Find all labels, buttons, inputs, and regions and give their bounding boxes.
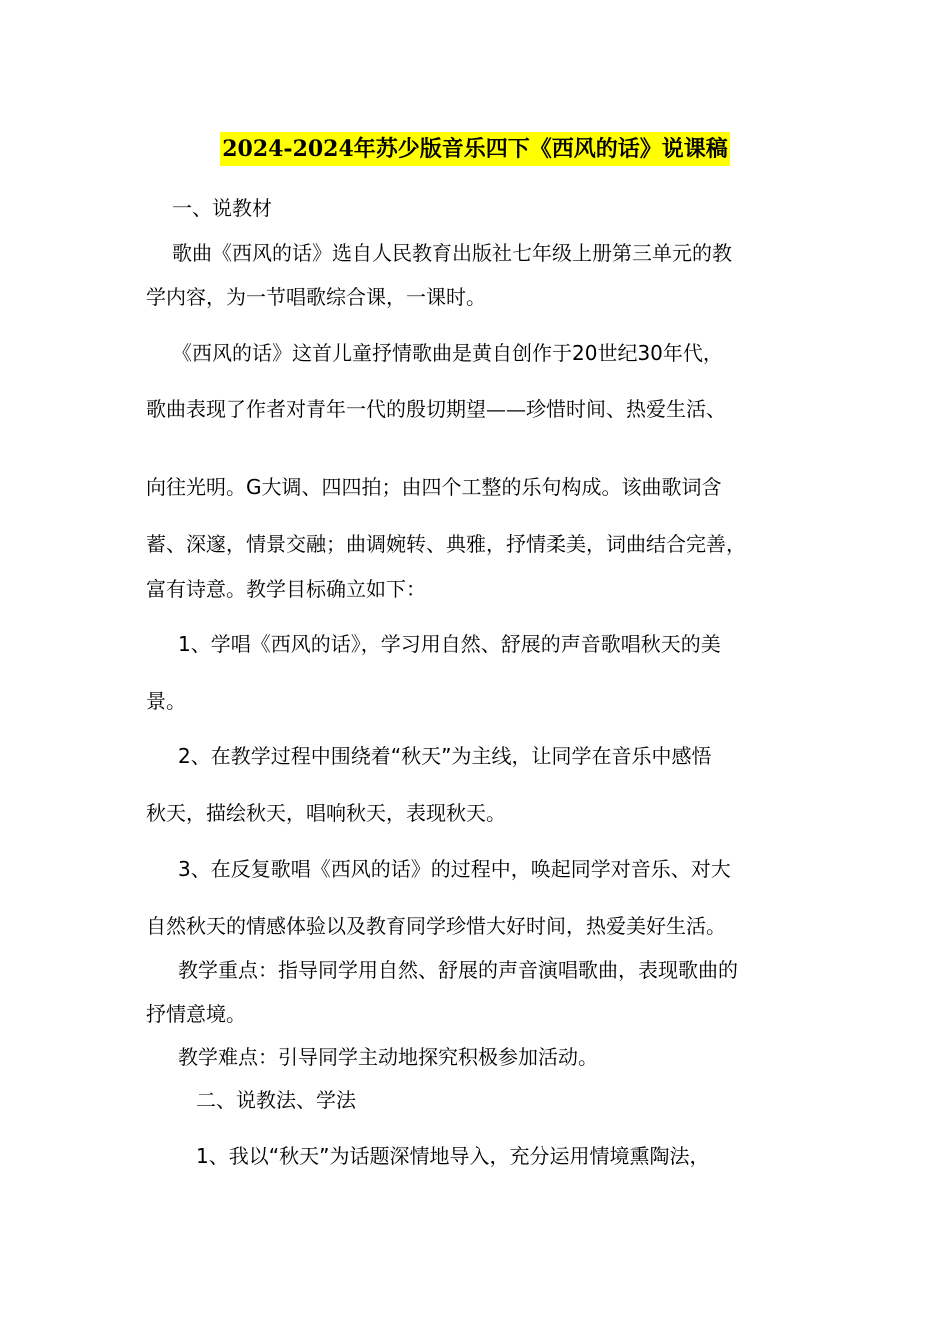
section-heading-2: 二、说教法、学法 bbox=[196, 1088, 356, 1112]
paragraph-line: 抒情意境。 bbox=[146, 1002, 246, 1026]
paragraph-line: 歌曲表现了作者对青年一代的殷切期望——珍惜时间、热爱生活、 bbox=[146, 397, 726, 421]
objective-item-3: 3、在反复歌唱《西风的话》的过程中，唤起同学对音乐、对大 bbox=[178, 857, 731, 881]
paragraph-line: 向往光明。G大调、四四拍；由四个工整的乐句构成。该曲歌词含 bbox=[146, 475, 722, 499]
method-item-1: 1、我以“秋天”为话题深情地导入，充分运用情境熏陶法， bbox=[196, 1144, 710, 1168]
objective-item-1: 1、学唱《西风的话》，学习用自然、舒展的声音歌唱秋天的美 bbox=[178, 632, 721, 656]
paragraph-line: 歌曲《西风的话》选自人民教育出版社七年级上册第三单元的教 bbox=[172, 241, 732, 265]
paragraph-line: 自然秋天的情感体验以及教育同学珍惜大好时间，热爱美好生活。 bbox=[146, 914, 726, 938]
paragraph-line: 秋天，描绘秋天，唱响秋天，表现秋天。 bbox=[146, 801, 506, 825]
difficulty-text: 教学难点：引导同学主动地探究积极参加活动。 bbox=[178, 1045, 598, 1069]
paragraph-line: 《西风的话》这首儿童抒情歌曲是黄自创作于20世纪30年代， bbox=[172, 341, 723, 365]
title-container bbox=[0, 132, 950, 166]
key-point-text: 教学重点：指导同学用自然、舒展的声音演唱歌曲，表现歌曲的 bbox=[178, 958, 738, 982]
objective-item-2: 2、在教学过程中围绕着“秋天”为主线，让同学在音乐中感悟 bbox=[178, 744, 712, 768]
paragraph-line: 学内容，为一节唱歌综合课，一课时。 bbox=[146, 285, 486, 309]
section-heading-1: 一、说教材 bbox=[172, 196, 272, 220]
paragraph-line: 蓄、深邃，情景交融；曲调婉转、典雅，抒情柔美，词曲结合完善， bbox=[146, 532, 746, 556]
paragraph-line: 富有诗意。教学目标确立如下： bbox=[146, 577, 426, 601]
document-title: 2024-2024年苏少版音乐四下《西风的话》说课稿 bbox=[220, 132, 730, 166]
paragraph-line: 景。 bbox=[146, 689, 186, 713]
